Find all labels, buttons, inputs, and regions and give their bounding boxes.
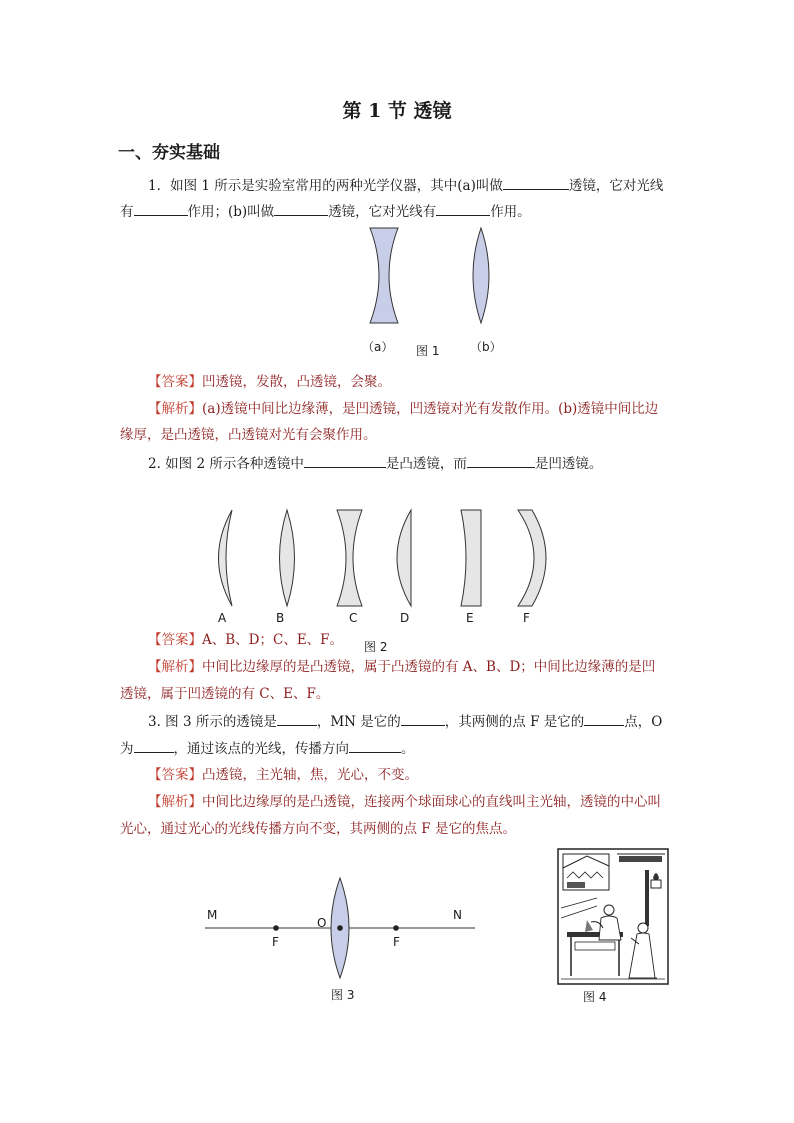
q1-blank-1 [503, 175, 569, 190]
fig3-label-F-right: F [393, 935, 400, 949]
q1-answer: 【答案】凹透镜，发散，凸透镜，会聚。 [148, 374, 391, 390]
fig2-label-D: D [400, 611, 410, 625]
concave-lens-a [370, 228, 398, 323]
q2-analysis-line-1: 【解析】中间比边缘厚的是凸透镜，属于凸透镜的有 A、B、D；中间比边缘薄的是凹 [148, 659, 656, 675]
q1-blank-3 [274, 201, 328, 216]
convex-lens-b [473, 228, 489, 323]
lens-A [219, 510, 233, 606]
lens-F [518, 510, 546, 606]
q3-analysis-line-2: 光心，通过光心的光线传播方向不变，其两侧的点 F 是它的焦点。 [120, 821, 516, 837]
fig2-label-E: E [466, 611, 474, 625]
q3-analysis-line-1: 【解析】中间比边缘厚的是凸透镜，连接两个球面球心的直线叫主光轴，透镜的中心叫 [148, 794, 661, 810]
fig2-label-B: B [276, 611, 285, 625]
q3-answer: 【答案】凸透镜，主光轴，焦，光心，不变。 [148, 767, 418, 783]
page-title: 第 1 节 透镜 [342, 100, 452, 122]
q1-blank-2 [134, 201, 188, 216]
figure-4-illustration [557, 848, 669, 985]
q3-blank-2 [401, 711, 445, 726]
q1-analysis-line-1: 【解析】(a)透镜中间比边缘薄，是凹透镜，凹透镜对光有发散作用。(b)透镜中间比边 [148, 401, 659, 417]
q3-blank-5 [349, 738, 401, 753]
fig3-label-O: O [317, 916, 327, 930]
q2-answer: 【答案】A、B、D；C、E、F。 [148, 632, 344, 648]
focus-right-dot [393, 925, 399, 931]
lens-E [461, 510, 481, 606]
q3-blank-3 [584, 711, 624, 726]
section-heading: 一、夯实基础 [118, 143, 220, 163]
q2-blank-1 [304, 453, 386, 468]
q2-blank-2 [467, 453, 535, 468]
q1-blank-4 [436, 201, 490, 216]
fig3-label-F-left: F [272, 935, 279, 949]
q3-line-1: 3. 图 3 所示的透镜是 ，MN 是它的 ，其两侧的点 F 是它的 点，O [148, 711, 662, 732]
q3-blank-4 [134, 738, 174, 753]
q1-line-2: 有 作用；(b)叫做 透镜，它对光线有 作用。 [120, 201, 531, 222]
figure-1-lenses [360, 225, 500, 330]
figure-2-lenses [205, 508, 555, 608]
lens-C [337, 510, 362, 606]
fig3-caption: 图 3 [331, 988, 355, 1002]
fig3-label-M: M [207, 908, 218, 922]
fig2-caption: 图 2 [364, 640, 388, 654]
fig1-label-b: （b） [470, 340, 502, 354]
fig2-label-A: A [218, 611, 227, 625]
fig3-label-N: N [453, 908, 462, 922]
lens-D [397, 510, 411, 606]
fig1-label-a: （a） [362, 340, 394, 354]
q1-analysis-line-2: 缘厚，是凸透镜，凸透镜对光有会聚作用。 [120, 427, 377, 443]
q2-analysis-line-2: 透镜，属于凹透镜的有 C、E、F。 [120, 686, 330, 702]
lens-B [280, 510, 295, 606]
q1-line-1: 1．如图 1 所示是实验室常用的两种光学仪器，其中(a)叫做 透镜，它对光线 [148, 175, 663, 196]
fig4-caption: 图 4 [583, 990, 607, 1004]
figure-3-diagram [200, 875, 480, 985]
optical-center-dot [337, 925, 343, 931]
q3-blank-1 [277, 711, 317, 726]
fig2-label-C: C [349, 611, 358, 625]
focus-left-dot [273, 925, 279, 931]
fig1-caption: 图 1 [416, 344, 440, 358]
fig2-label-F: F [523, 611, 530, 625]
q3-line-2: 为 ，通过该点的光线，传播方向 。 [120, 738, 415, 759]
q2-line-1: 2. 如图 2 所示各种透镜中 是凸透镜，而 是凹透镜。 [148, 453, 602, 474]
